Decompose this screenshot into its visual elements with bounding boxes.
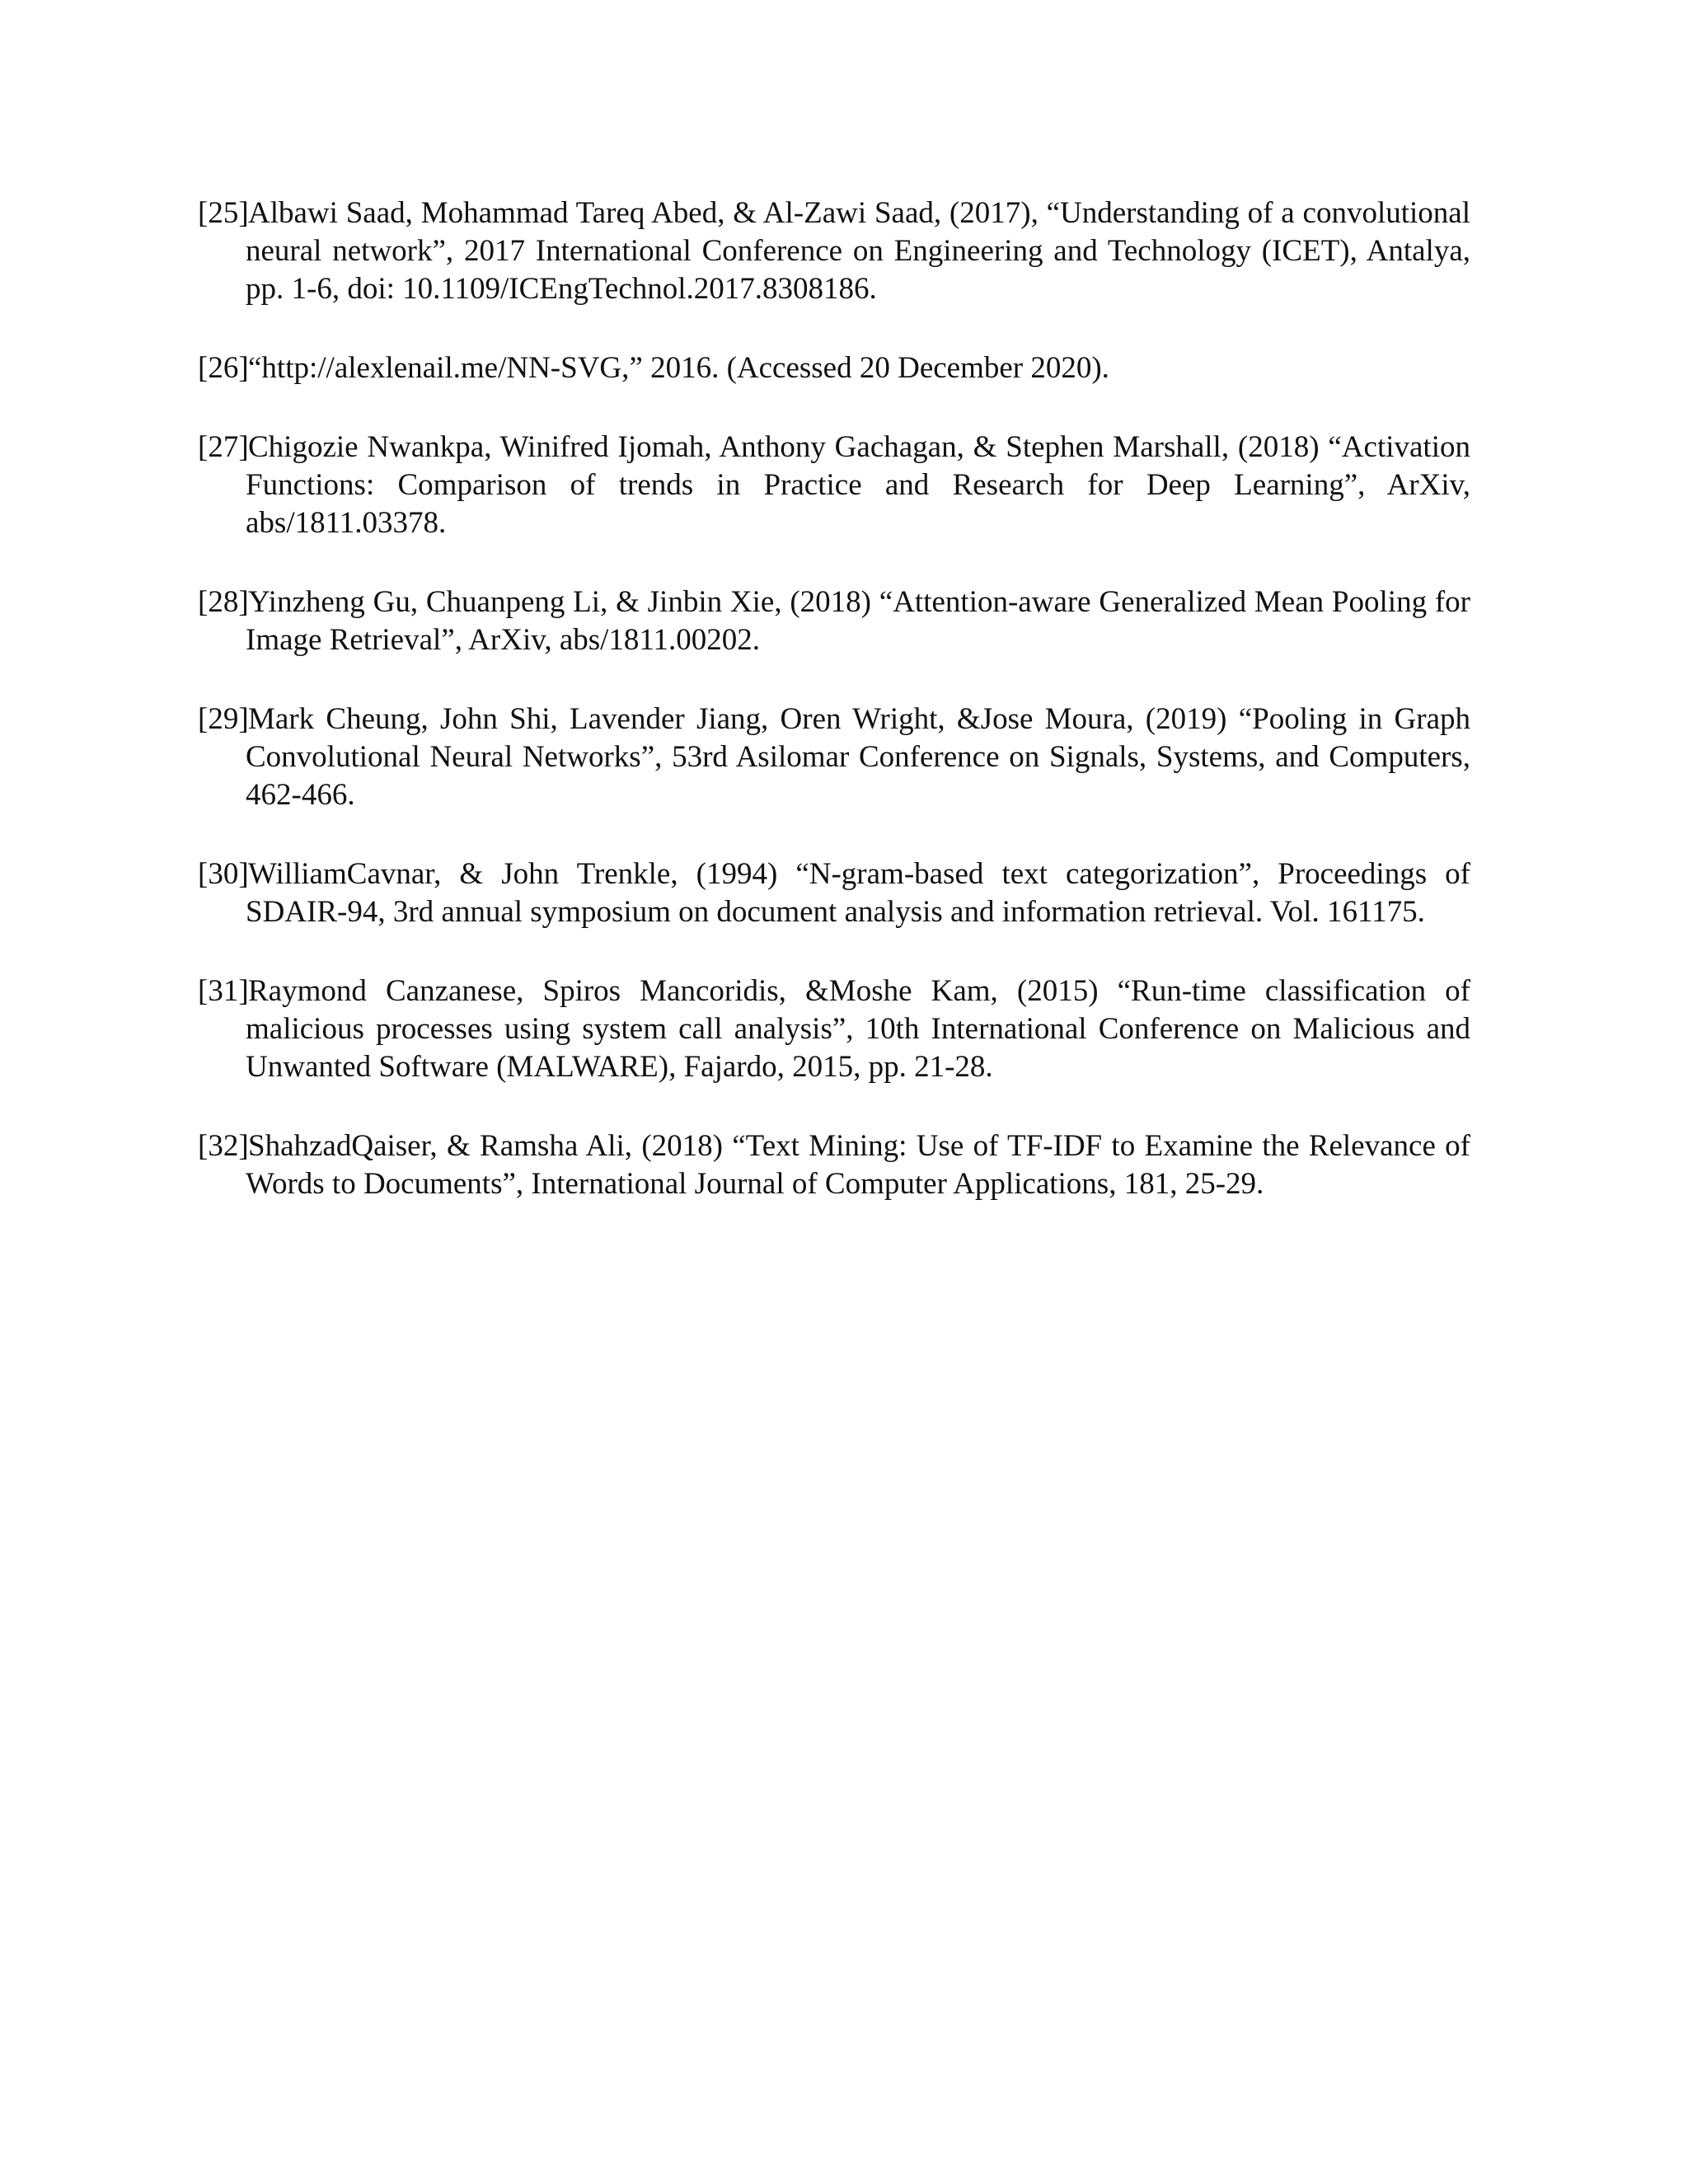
reference-text: Chigozie Nwankpa, Winifred Ijomah, Anthony Gachagan, & Stephen Marshall, (2018) “Activation Functions: Comparison of trends in Practice and Research for Deep Learning”, ArXiv, abs/1811.03378. bbox=[246, 430, 1470, 540]
reference-entry bbox=[198, 972, 1470, 1086]
reference-entry bbox=[198, 194, 1470, 308]
reference-text: ShahzadQaiser, & Ramsha Ali, (2018) “Text Mining: Use of TF-IDF to Examine the Relevance of Words to Documents”, International Journal of Computer Applications, 181, 25-29. bbox=[246, 1129, 1470, 1201]
reference-number: [26] bbox=[198, 351, 249, 385]
reference-number: [32] bbox=[198, 1129, 249, 1163]
reference-entry bbox=[198, 1127, 1470, 1203]
reference-entry bbox=[198, 583, 1470, 659]
reference-entry bbox=[198, 349, 1470, 387]
reference-text: Albawi Saad, Mohammad Tareq Abed, & Al-Zawi Saad, (2017), “Understanding of a convolutional neural network”, 2017 International Conference on Engineering and Technology (ICET), Antalya, pp. 1-6, doi: 10.1109/ICEngTechnol.2017.8308186. bbox=[246, 196, 1470, 306]
reference-text: Mark Cheung, John Shi, Lavender Jiang, Oren Wright, &Jose Moura, (2019) “Pooling in Graph Convolutional Neural Networks”, 53rd Asilomar Conference on Signals, Systems, and Computers, 462-466. bbox=[246, 702, 1470, 812]
reference-number: [27] bbox=[198, 430, 249, 464]
reference-text: Yinzheng Gu, Chuanpeng Li, & Jinbin Xie, (2018) “Attention-aware Generalized Mean Pooling for Image Retrieval”, ArXiv, abs/1811.00202. bbox=[246, 585, 1470, 657]
reference-entry bbox=[198, 855, 1470, 931]
reference-entry bbox=[198, 429, 1470, 542]
reference-text: Raymond Canzanese, Spiros Mancoridis, &Moshe Kam, (2015) “Run-time classification of malicious processes using system call analysis”, 10th International Conference on Malicious and Unwanted Software (MALWARE), Fajardo, 2015, pp. 21-28. bbox=[246, 974, 1470, 1084]
reference-text: WilliamCavnar, & John Trenkle, (1994) “N-gram-based text categorization”, Proceedings of SDAIR-94, 3rd annual symposium on document analysis and information retrieval. Vol. 161175. bbox=[246, 857, 1470, 929]
reference-number: [31] bbox=[198, 974, 249, 1008]
reference-list bbox=[198, 194, 1470, 1244]
reference-number: [28] bbox=[198, 585, 249, 619]
reference-entry bbox=[198, 701, 1470, 814]
reference-number: [30] bbox=[198, 857, 249, 891]
reference-number: [25] bbox=[198, 196, 249, 230]
reference-text: “http://alexlenail.me/NN-SVG,” 2016. (Accessed 20 December 2020). bbox=[248, 351, 1109, 385]
reference-number: [29] bbox=[198, 702, 249, 736]
